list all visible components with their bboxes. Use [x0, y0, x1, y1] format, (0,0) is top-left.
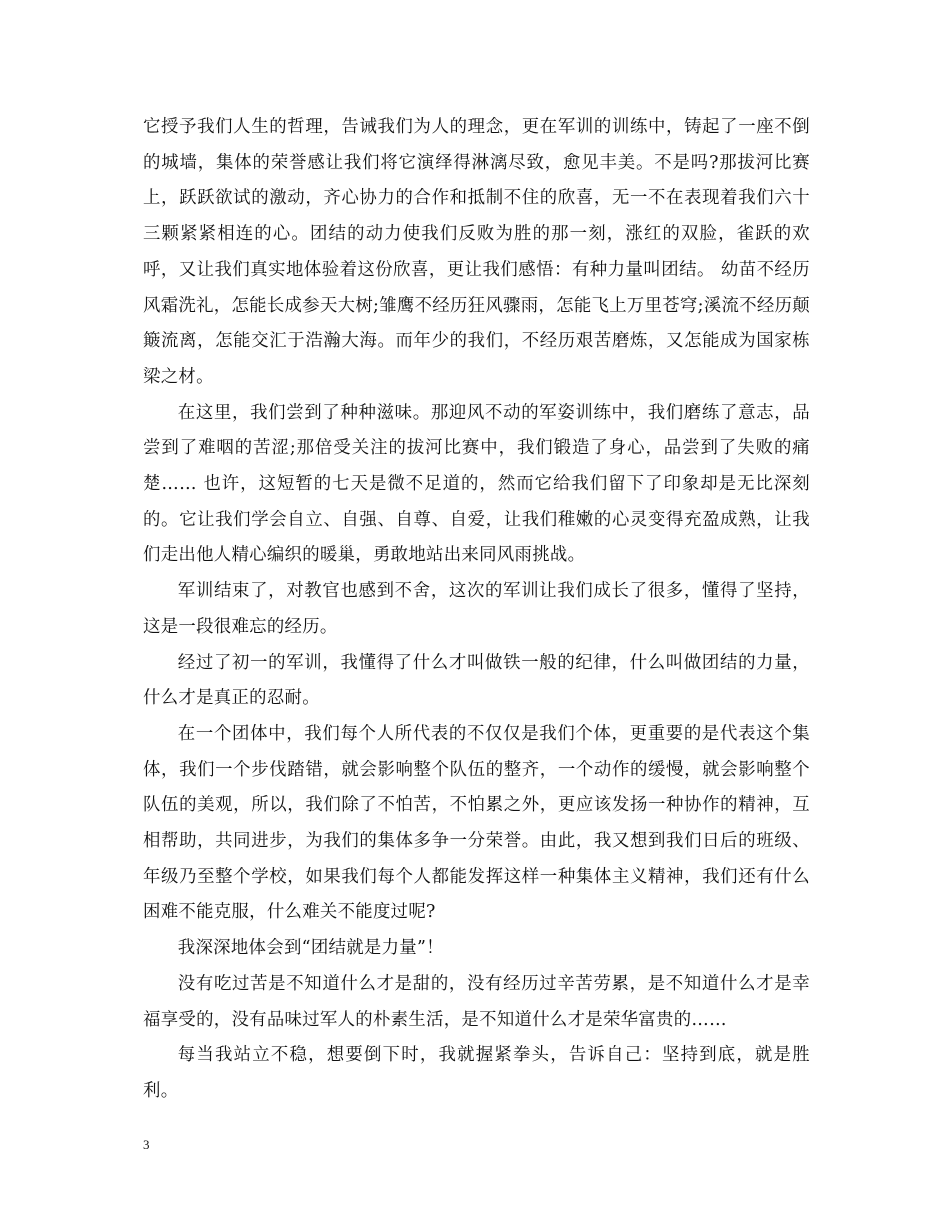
- paragraph-8: 每当我站立不稳，想要倒下时，我就握紧拳头，告诉自己：坚持到底，就是胜利。: [143, 1045, 810, 1101]
- paragraph-2: 在这里，我们尝到了种种滋味。那迎风不动的军姿训练中，我们磨练了意志，品尝到了难咽的苦涩;那倍受关注的拔河比赛中，我们锻造了身心，品尝到了失败的痛楚…… 也许，这短暂的七天是微不足道的，然而它给我们留下了印象却是无比深刻的。它让我们学会自立、自强、自尊、自爱，让我们稚嫩的心灵变得充盈成熟，让我们走出他人精心编织的暖巢，勇敢地站出来同风雨挑战。: [143, 402, 810, 566]
- paragraph-1: 它授予我们人生的哲理，告诫我们为人的理念，更在军训的训练中，铸起了一座不倒的城墙，集体的荣誉感让我们将它演绎得淋漓尽致，愈见丰美。不是吗?那拔河比赛上，跃跃欲试的激动，齐心协力的合作和抵制不住的欣喜，无一不在表现着我们六十三颗紧紧相连的心。团结的动力使我们反败为胜的那一刻，涨红的双脸，雀跃的欢呼，又让我们真实地体验着这份欣喜，更让我们感悟：有种力量叫团结。 幼苗不经历风霜洗礼，怎能长成参天大树;雏鹰不经历狂风骤雨，怎能飞上万里苍穹;溪流不经历颠簸流离，怎能交汇于浩瀚大海。而年少的我们，不经历艰苦磨炼，又怎能成为国家栋梁之材。: [143, 117, 810, 387]
- page-number: 3: [143, 1137, 150, 1152]
- paragraph-4: 经过了初一的军训，我懂得了什么才叫做铁一般的纪律，什么叫做团结的力量，什么才是真正的忍耐。: [143, 652, 810, 709]
- paragraph-5: 在一个团体中，我们每个人所代表的不仅仅是我们个体，更重要的是代表这个集体，我们一个步伐踏错，就会影响整个队伍的整齐，一个动作的缓慢，就会影响整个队伍的美观，所以，我们除了不怕苦，不怕累之外，更应该发扬一种协作的精神，互相帮助，共同进步，为我们的集体多争一分荣誉。由此，我又想到我们日后的班级、年级乃至整个学校，如果我们每个人都能发挥这样一种集体主义精神，我们还有什么困难不能克服，什么难关不能度过呢?: [143, 723, 810, 923]
- paragraph-6: 我深深地体会到“团结就是力量”！: [177, 938, 444, 959]
- paragraph-7: 没有吃过苦是不知道什么才是甜的，没有经历过辛苦劳累，是不知道什么才是幸福享受的，没有品味过军人的朴素生活，是不知道什么才是荣华富贵的……: [143, 973, 810, 1030]
- document-body: [143, 110, 810, 1110]
- paragraph-3: 军训结束了，对教官也感到不舍，这次的军训让我们成长了很多，懂得了坚持，这是一段很难忘的经历。: [143, 581, 810, 637]
